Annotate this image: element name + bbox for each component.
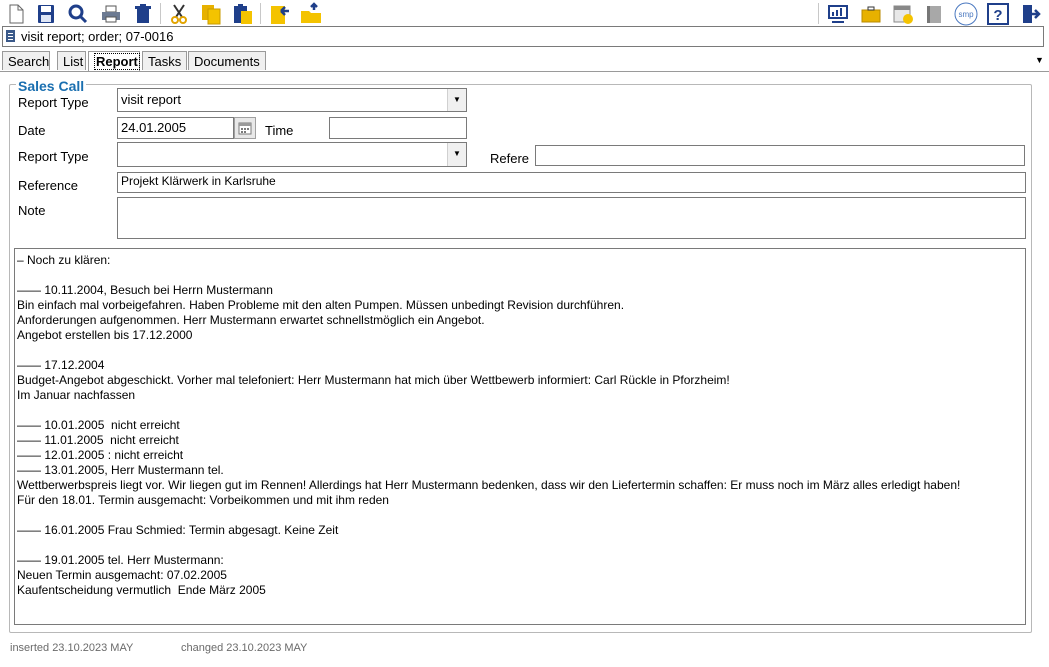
exit-door-icon[interactable] xyxy=(1018,2,1042,26)
note-field[interactable] xyxy=(117,197,1026,239)
report-text-line: Budget-Angebot abgeschickt. Vorher mal telefoniert: Herr Mustermann hat mich über Wettbewerb informiert: Carl Rückle in Pforzheim! xyxy=(17,373,730,387)
report-text-line: —— 10.11.2004, Besuch bei Herrn Mustermann xyxy=(17,283,273,297)
date-label: Date xyxy=(18,123,46,138)
new-document-icon[interactable] xyxy=(4,2,28,26)
report-type2-label: Report Type xyxy=(18,149,89,164)
record-title-bar xyxy=(2,26,1044,47)
chevron-down-icon[interactable]: ▼ xyxy=(447,89,466,111)
report-text-line: Bin einfach mal vorbeigefahren. Haben Probleme mit den alten Pumpen. Müssen unbedingt Revision durchführen. xyxy=(17,298,625,312)
svg-text:smp: smp xyxy=(958,10,974,19)
tab-report[interactable] xyxy=(88,51,140,71)
report-text-line xyxy=(17,508,1023,523)
svg-text:?: ? xyxy=(993,7,1003,24)
report-text-line: Im Januar nachfassen xyxy=(17,388,136,402)
report-type-label: Report Type xyxy=(18,95,89,110)
date-field[interactable]: 24.01.2005 xyxy=(117,117,234,139)
document-icon xyxy=(6,30,15,42)
tab-bar xyxy=(0,51,1049,71)
print-icon[interactable] xyxy=(99,2,123,26)
report-text-line xyxy=(17,343,1023,358)
report-text-line: Für den 18.01. Termin ausgemacht: Vorbeikommen und mit ihm reden xyxy=(17,493,389,507)
tab-report-label: Report xyxy=(96,54,138,69)
report-text-line: —— 19.01.2005 tel. Herr Mustermann: xyxy=(17,553,224,567)
report-type2-select[interactable] xyxy=(117,142,467,167)
refere-field[interactable] xyxy=(535,145,1025,166)
report-text-line xyxy=(17,268,1023,283)
report-text-line: —— 13.01.2005, Herr Mustermann tel. xyxy=(17,463,224,477)
report-text-line: Anforderungen aufgenommen. Herr Mustermann erwartet schnellstmöglich ein Angebot. xyxy=(17,313,485,327)
briefcase-icon[interactable] xyxy=(859,2,883,26)
report-type-value: visit report xyxy=(121,92,181,107)
changed-info: changed 23.10.2023 MAY xyxy=(181,642,308,654)
report-text-line: —— 11.01.2005 nicht erreicht xyxy=(17,433,179,447)
report-text-line: Kaufentscheidung vermutlich Ende März 2005 xyxy=(17,583,266,597)
report-text-line xyxy=(17,403,1023,418)
help-icon[interactable] xyxy=(986,2,1010,26)
paste-icon[interactable] xyxy=(231,2,255,26)
tab-documents[interactable]: Documents xyxy=(188,51,266,70)
search-icon[interactable] xyxy=(66,2,90,26)
report-text-line: – Noch zu klären: xyxy=(17,253,111,267)
refere-label: Refere xyxy=(490,151,530,166)
tab-search[interactable]: Search xyxy=(2,51,50,70)
toolbar xyxy=(0,0,1049,28)
time-label: Time xyxy=(265,123,294,138)
report-text-line: —— 12.01.2005 : nicht erreicht xyxy=(17,448,184,462)
reference-field[interactable]: Projekt Klärwerk in Karlsruhe xyxy=(117,172,1026,193)
report-text-line: Angebot erstellen bis 17.12.2000 xyxy=(17,328,193,342)
report-text-line: —— 16.01.2005 Frau Schmied: Termin abgesagt. Keine Zeit xyxy=(17,523,339,537)
calendar-folder-icon[interactable] xyxy=(891,2,915,26)
tab-list[interactable]: List xyxy=(57,51,86,70)
record-title: visit report; order; 07-0016 xyxy=(21,29,174,44)
book-icon[interactable] xyxy=(923,2,947,26)
note-label: Note xyxy=(18,203,46,218)
report-text-line: —— 17.12.2004 xyxy=(17,358,105,372)
open-folder-icon[interactable] xyxy=(299,2,323,26)
report-text-line: Wettberwerbspreis liegt vor. Wir liegen gut im Rennen! Allerdings hat Herr Mustermann bedenken, dass wir den Liefertermin schaffen: Er muss noch im März alles erledigt haben! xyxy=(17,478,961,492)
report-text-line: Neuen Termin ausgemacht: 07.02.2005 xyxy=(17,568,227,582)
save-icon[interactable] xyxy=(34,2,58,26)
report-text-line: —— 10.01.2005 nicht erreicht xyxy=(17,418,180,432)
sales-call-legend: Sales Call xyxy=(18,78,85,94)
import-icon[interactable] xyxy=(267,2,291,26)
cut-icon[interactable] xyxy=(167,2,191,26)
copy-icon[interactable] xyxy=(199,2,223,26)
inserted-info: inserted 23.10.2023 MAY xyxy=(10,642,134,654)
delete-icon[interactable] xyxy=(131,2,155,26)
chevron-down-icon[interactable]: ▼ xyxy=(447,143,466,166)
reference-label: Reference xyxy=(18,178,78,193)
calendar-icon[interactable] xyxy=(234,117,256,139)
monitor-chart-icon[interactable] xyxy=(826,2,850,26)
tab-tasks[interactable]: Tasks xyxy=(142,51,187,70)
time-field[interactable] xyxy=(329,117,467,139)
smp-icon[interactable] xyxy=(954,2,978,26)
tab-overflow-arrow-icon[interactable]: ▼ xyxy=(1035,55,1044,65)
report-text-area[interactable] xyxy=(14,248,1026,625)
report-text-line xyxy=(17,538,1023,553)
report-type-select[interactable] xyxy=(117,88,467,112)
